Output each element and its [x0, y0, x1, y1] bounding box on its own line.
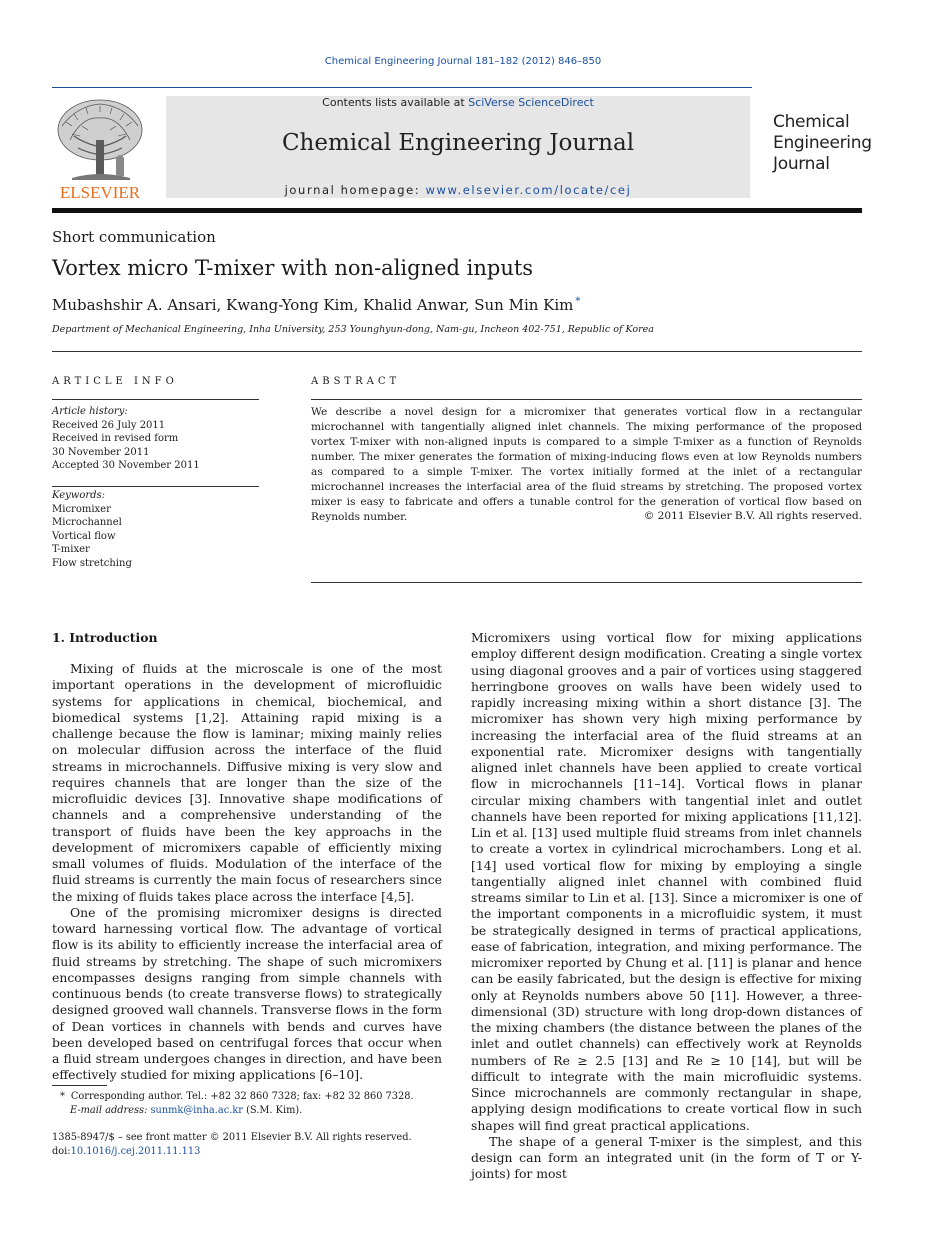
- body-column-left: [52, 661, 442, 1084]
- contents-prefix: Contents lists available at: [322, 96, 469, 109]
- elsevier-wordmark: ELSEVIER: [59, 183, 141, 200]
- doi-prefix: doi:: [52, 1145, 71, 1157]
- footnote: [52, 1090, 414, 1117]
- journal-logo: [773, 112, 872, 175]
- doi-link[interactable]: 10.1016/j.cej.2011.11.113: [70, 1145, 201, 1157]
- journal-logo-line: Engineering: [773, 133, 872, 153]
- body-paragraph: One of the promising micromixer designs is directed toward harnessing vortical flow. The advantage of vortical flow is its ability to efficiently increase the interfacial area of fluid streams by stretching. The shape of such micromixers encompasses designs ranging from simple channels with continuous bends (to create transverse flows) to strategically designed grooved wall channels. Transverse flows in the form of Dean vortices in channels with bends and curves have been developed based on centrifugal forces that occur when a fluid stream undergoes changes in direction, and have been effectively studied for mixing applications [6–10].: [52, 904, 442, 1083]
- journal-logo-line: Chemical: [773, 112, 850, 132]
- section-heading: 1. Introduction: [52, 630, 158, 645]
- journal-citation[interactable]: Chemical Engineering Journal 181–182 (2012) 846–850: [324, 56, 602, 67]
- body-paragraph: Micromixers using vortical flow for mixing applications employ different design modification. Creating a single vortex using diagonal grooves and a pair of vortices using staggered herringbone grooves on walls have been widely used to rapidly increasing mixing within a short distance [3]. The micromixer has shown very high mixing performance by increasing the interfacial area of the fluid streams at an exponential rate. Micromixer designs with tangentially aligned inlet channels have been applied to create vortical flow in microchannels [11–14]. Vortical flows in planar circular mixing chambers with tangential inlet and outlet channels have been reported for mixing applications [11,12]. Lin et al. [13] used multiple fluid streams from inlet channels to create a vortex in cylindrical microchambers. Long et al. [14] used vortical flow for mixing by employing a single tangentially aligned inlet channel with combined fluid streams similar to Lin et al. [13]. Since a micromixer is one of the important components in a microfluidic system, it must be strategically designed in terms of practical applications, ease of fabrication, integration, and mixing performance. The micromixer reported by Chung et al. [11] is planar and hence can be easily fabricated, but the design is effective for mixing only at Reynolds numbers above 50 [11]. However, a three-dimensional (3D) structure with long drop-down distances of the mixing chambers (the distance between the planes of the inlet and outlet channels) can effectively work at Reynolds numbers of Re ≥ 2.5 [13] and Re ≥ 10 [14], but will be difficult to integrate with the main microfluidic systems. Since microchannels are commonly rectangular in shape, applying design modifications to create vortical flow in such shapes will find great practical applications.: [471, 630, 862, 1133]
- journal-title: Chemical Engineering Journal: [281, 130, 635, 156]
- contents-line: [166, 96, 750, 109]
- divider: [311, 582, 862, 583]
- article-type: Short communication: [52, 228, 216, 246]
- email-link[interactable]: sunmk@inha.ac.kr: [150, 1104, 243, 1116]
- author-list: [52, 296, 580, 314]
- history-item: Accepted 30 November 2011: [52, 460, 200, 471]
- footnote-text: Corresponding author. Tel.: +82 32 860 7328; fax: +82 32 860 7328.: [70, 1091, 414, 1102]
- keywords: [52, 489, 132, 570]
- article-title: Vortex micro T-mixer with non-aligned inputs: [52, 256, 534, 280]
- history-item: 30 November 2011: [52, 446, 150, 458]
- issn-text: 1385-8947/$ – see front matter © 2011 Elsevier B.V. All rights reserved.: [52, 1132, 412, 1143]
- header-rule: [52, 87, 752, 88]
- abstract-text: We describe a novel design for a micromixer that generates vortical flow in a rectangular microchannel with tangentially aligned inlet channels. The mixing performance of the proposed vortex T-mixer with non-aligned inputs is compared to a simple T-mixer as a function of Reynolds number. The mixer generates the formation of mixing-inducing flows even at low Reynolds numbers as compared to a simple T-mixer. The vortex initially formed at the inlet of a rectangular microchannel increases the interfacial area of the fluid streams by stretching. The proposed vortex mixer is easy to fabricate and offers a tunable control for the generation of vortical flow based on Reynolds number.: [311, 406, 862, 523]
- homepage-link[interactable]: www.elsevier.com/locate/cej: [425, 183, 632, 197]
- divider: [52, 351, 862, 352]
- body-column-right: [471, 630, 862, 1183]
- authors-text: Mubashshir A. Ansari, Kwang-Yong Kim, Khalid Anwar, Sun Min Kim: [52, 296, 574, 314]
- homepage-prefix: journal homepage:: [284, 183, 426, 197]
- keywords-label: Keywords:: [52, 490, 106, 501]
- journal-logo-line: Journal: [773, 154, 830, 174]
- keyword: Micromixer: [52, 503, 111, 515]
- divider: [52, 399, 259, 400]
- email-suffix: (S.M. Kim).: [242, 1104, 303, 1116]
- issn-line: [52, 1131, 412, 1158]
- body-paragraph: The shape of a general T-mixer is the simplest, and this design can form an integrated unit (in the form of T or Y-joints) for most: [471, 1133, 862, 1182]
- footnote-mark: *: [60, 1091, 65, 1102]
- divider: [52, 486, 259, 487]
- corresponding-author-mark[interactable]: *: [575, 296, 581, 307]
- header-thick-rule: [52, 208, 862, 213]
- sciencedirect-link[interactable]: SciVerse ScienceDirect: [468, 96, 594, 109]
- keyword: Flow stretching: [52, 557, 132, 569]
- body-paragraph: Mixing of fluids at the microscale is one of the most important operations in the development of microfluidic systems for applications in chemical, biochemical, and biomedical systems [1,2]. Attaining rapid mixing is a challenge because the flow is laminar; mixing mainly relies on molecular diffusion across the interface of the fluid streams in microchannels. Diffusive mixing is very slow and requires channels that are longer than the size of the microfluidic devices [3]. Innovative shape modifications of channels and a comprehensive understanding of the transport of fluids have been the key approachs in the development of micromixers capable of efficiently mixing small volumes of fluids. Modulation of the interface of the fluid streams is currently the main focus of researchers since the mixing of fluids takes place across the interface [4,5].: [52, 661, 442, 904]
- footnote-rule: [52, 1085, 107, 1086]
- article-history: [52, 405, 200, 473]
- email-label: E-mail address:: [70, 1104, 151, 1116]
- keyword: Vortical flow: [52, 530, 116, 542]
- divider: [311, 399, 862, 400]
- abstract-copyright: © 2011 Elsevier B.V. All rights reserved.: [643, 510, 862, 522]
- history-label: Article history:: [52, 406, 128, 417]
- elsevier-tree-logo: [52, 96, 148, 200]
- journal-homepage: [166, 183, 750, 197]
- history-item: Received in revised form: [52, 433, 179, 444]
- keyword: Microchannel: [52, 517, 122, 528]
- abstract-heading: ABSTRACT: [311, 376, 401, 387]
- history-item: Received 26 July 2011: [52, 419, 166, 431]
- article-info-heading: ARTICLE INFO: [52, 376, 178, 387]
- affiliation: Department of Mechanical Engineering, Inha University, 253 Younghyun-dong, Nam-gu, Incheon 402-751, Republic of Korea: [52, 324, 654, 335]
- keyword: T-mixer: [52, 544, 90, 555]
